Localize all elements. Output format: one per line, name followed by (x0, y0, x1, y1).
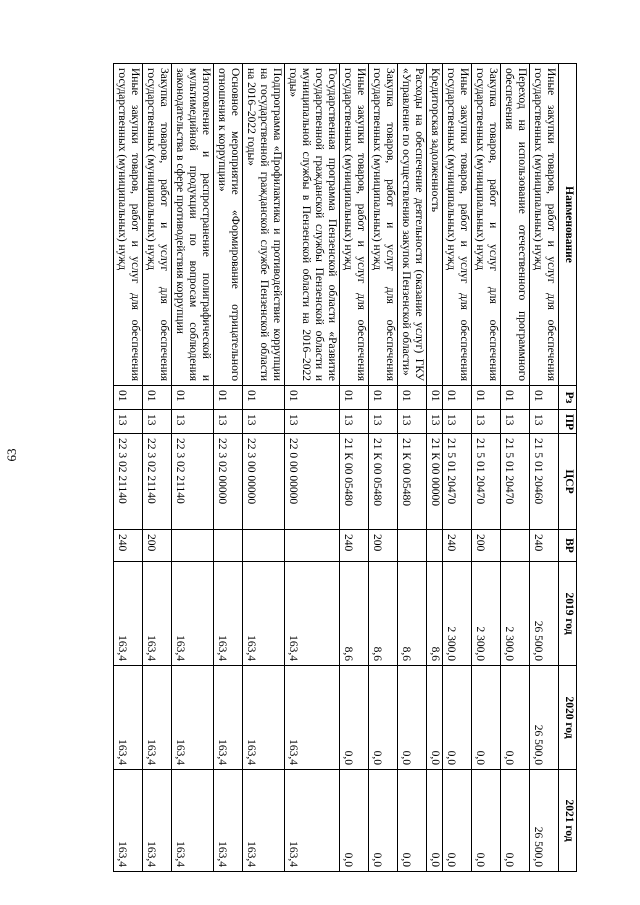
cell-y2020: 163,4 (143, 666, 172, 770)
cell-rz: 01 (398, 386, 427, 410)
cell-y2020: 26 500,0 (530, 666, 559, 770)
cell-rz: 01 (243, 386, 285, 410)
cell-y2021: 163,4 (114, 770, 143, 872)
cell-y2019: 2 300,0 (501, 562, 530, 666)
table-body (114, 64, 559, 872)
cell-vr: 200 (369, 530, 398, 562)
cell-pr: 13 (143, 410, 172, 434)
cell-y2019: 8,6 (369, 562, 398, 666)
cell-y2020: 163,4 (114, 666, 143, 770)
rotated-page (77, 63, 577, 871)
cell-pr: 13 (214, 410, 243, 434)
cell-y2019: 163,4 (214, 562, 243, 666)
header-cell: 2021 год (559, 770, 577, 872)
cell-csr: 21 5 01 20460 (530, 434, 559, 530)
cell-y2021: 163,4 (143, 770, 172, 872)
cell-y2021: 0,0 (501, 770, 530, 872)
header-row (559, 64, 577, 872)
cell-y2020: 0,0 (443, 666, 472, 770)
header-cell: Наименование (559, 64, 577, 386)
cell-csr: 21 5 01 20470 (443, 434, 472, 530)
cell-name: Подпрограмма «Профилактика и противодействие коррупции на государственной гражданской службе Пензенской области на 2016–2022 годы» (243, 64, 285, 386)
cell-vr (243, 530, 285, 562)
cell-y2021: 163,4 (214, 770, 243, 872)
header-cell: ВР (559, 530, 577, 562)
cell-name: Кредиторская задолженность (427, 64, 443, 386)
cell-name: Иные закупки товаров, работ и услуг для обеспечения государственных (муниципальных) нужд (530, 64, 559, 386)
cell-pr: 13 (340, 410, 369, 434)
cell-y2019: 163,4 (143, 562, 172, 666)
cell-csr: 22 3 02 21140 (172, 434, 214, 530)
cell-csr: 21 К 00 05480 (398, 434, 427, 530)
cell-rz: 01 (143, 386, 172, 410)
cell-y2019: 163,4 (172, 562, 214, 666)
cell-vr (214, 530, 243, 562)
cell-y2020: 163,4 (214, 666, 243, 770)
cell-csr: 22 3 02 21140 (114, 434, 143, 530)
table-row (143, 64, 172, 872)
cell-rz: 01 (427, 386, 443, 410)
cell-y2021: 0,0 (340, 770, 369, 872)
cell-y2019: 163,4 (114, 562, 143, 666)
table-row (443, 64, 472, 872)
cell-rz: 01 (369, 386, 398, 410)
cell-y2019: 163,4 (285, 562, 340, 666)
cell-vr (427, 530, 443, 562)
cell-pr: 13 (398, 410, 427, 434)
table-row (214, 64, 243, 872)
cell-y2021: 0,0 (472, 770, 501, 872)
cell-pr: 13 (472, 410, 501, 434)
cell-pr: 13 (443, 410, 472, 434)
cell-name: Государственная программа Пензенской области «Развитие государственной гражданской службы Пензенской области и муниципальной службы в Пензенской области на 2016–2022 годы» (285, 64, 340, 386)
header-cell: 2019 год (559, 562, 577, 666)
cell-rz: 01 (443, 386, 472, 410)
table-row (427, 64, 443, 872)
cell-name: Изготовление и распространение полиграфической и мультимедийной продукции по вопросам соблюдения законодательства в сфере противодействия коррупции (172, 64, 214, 386)
cell-csr: 21 5 01 20470 (472, 434, 501, 530)
budget-table (113, 63, 577, 872)
cell-pr: 13 (501, 410, 530, 434)
cell-y2021: 0,0 (443, 770, 472, 872)
cell-y2021: 26 500,0 (530, 770, 559, 872)
header-cell: Рз (559, 386, 577, 410)
cell-rz: 01 (530, 386, 559, 410)
cell-name: Иные закупки товаров, работ и услуг для обеспечения государственных (муниципальных) нужд (340, 64, 369, 386)
cell-vr: 240 (443, 530, 472, 562)
table-row (172, 64, 214, 872)
cell-y2021: 163,4 (285, 770, 340, 872)
table-row (501, 64, 530, 872)
cell-rz: 01 (114, 386, 143, 410)
cell-y2021: 163,4 (243, 770, 285, 872)
cell-vr (501, 530, 530, 562)
cell-y2020: 0,0 (398, 666, 427, 770)
table-row (530, 64, 559, 872)
cell-y2019: 8,6 (427, 562, 443, 666)
cell-y2021: 163,4 (172, 770, 214, 872)
cell-y2019: 8,6 (340, 562, 369, 666)
cell-rz: 01 (501, 386, 530, 410)
table-row (114, 64, 143, 872)
cell-rz: 01 (214, 386, 243, 410)
cell-y2020: 163,4 (172, 666, 214, 770)
cell-csr: 22 3 02 00000 (214, 434, 243, 530)
cell-vr: 240 (340, 530, 369, 562)
table-row (285, 64, 340, 872)
cell-name: Иные закупки товаров, работ и услуг для обеспечения государственных (муниципальных) нужд (114, 64, 143, 386)
cell-name: Закупка товаров, работ и услуг для обеспечения государственных (муниципальных) нужд (472, 64, 501, 386)
cell-y2019: 2 300,0 (443, 562, 472, 666)
cell-pr: 13 (114, 410, 143, 434)
cell-vr: 200 (143, 530, 172, 562)
cell-pr: 13 (172, 410, 214, 434)
cell-y2021: 0,0 (369, 770, 398, 872)
cell-csr: 21 К 00 05480 (369, 434, 398, 530)
cell-rz: 01 (172, 386, 214, 410)
cell-y2019: 2 300,0 (472, 562, 501, 666)
cell-vr (172, 530, 214, 562)
cell-pr: 13 (427, 410, 443, 434)
cell-csr: 21 5 01 20470 (501, 434, 530, 530)
cell-name: Основное мероприятие «Формирование отрицательного отношения к коррупции» (214, 64, 243, 386)
cell-pr: 13 (243, 410, 285, 434)
cell-y2020: 163,4 (243, 666, 285, 770)
cell-y2020: 163,4 (285, 666, 340, 770)
header-cell: ЦСР (559, 434, 577, 530)
cell-csr: 21 К 00 05480 (340, 434, 369, 530)
table-row (340, 64, 369, 872)
cell-rz: 01 (285, 386, 340, 410)
cell-pr: 13 (285, 410, 340, 434)
cell-name: Закупка товаров, работ и услуг для обеспечения государственных (муниципальных) нужд (369, 64, 398, 386)
table-row (472, 64, 501, 872)
cell-rz: 01 (340, 386, 369, 410)
cell-name: Переход на использование отечественного программного обеспечения (501, 64, 530, 386)
cell-y2021: 0,0 (427, 770, 443, 872)
cell-y2019: 8,6 (398, 562, 427, 666)
table-row (369, 64, 398, 872)
cell-csr: 22 0 00 00000 (285, 434, 340, 530)
cell-csr: 22 3 00 00000 (243, 434, 285, 530)
cell-pr: 13 (369, 410, 398, 434)
cell-csr: 22 3 02 21140 (143, 434, 172, 530)
cell-vr: 200 (472, 530, 501, 562)
cell-name: Расходы на обеспечение деятельности (оказание услуг) ГКУ «Управление по осуществлению закупок Пензенской области» (398, 64, 427, 386)
cell-y2020: 0,0 (369, 666, 398, 770)
cell-vr: 240 (530, 530, 559, 562)
cell-vr: 240 (114, 530, 143, 562)
cell-y2020: 0,0 (472, 666, 501, 770)
cell-y2019: 26 500,0 (530, 562, 559, 666)
cell-rz: 01 (472, 386, 501, 410)
cell-y2019: 163,4 (243, 562, 285, 666)
table-row (398, 64, 427, 872)
header-cell: 2020 год (559, 666, 577, 770)
cell-vr (398, 530, 427, 562)
cell-name: Закупка товаров, работ и услуг для обеспечения государственных (муниципальных) нужд (143, 64, 172, 386)
cell-y2021: 0,0 (398, 770, 427, 872)
cell-name: Иные закупки товаров, работ и услуг для обеспечения государственных (муниципальных) нужд (443, 64, 472, 386)
cell-csr: 21 К 00 00000 (427, 434, 443, 530)
cell-y2020: 0,0 (501, 666, 530, 770)
cell-y2020: 0,0 (340, 666, 369, 770)
page-number: 63 (4, 448, 19, 462)
table-row (243, 64, 285, 872)
header-cell: ПР (559, 410, 577, 434)
cell-vr (285, 530, 340, 562)
cell-pr: 13 (530, 410, 559, 434)
cell-y2020: 0,0 (427, 666, 443, 770)
